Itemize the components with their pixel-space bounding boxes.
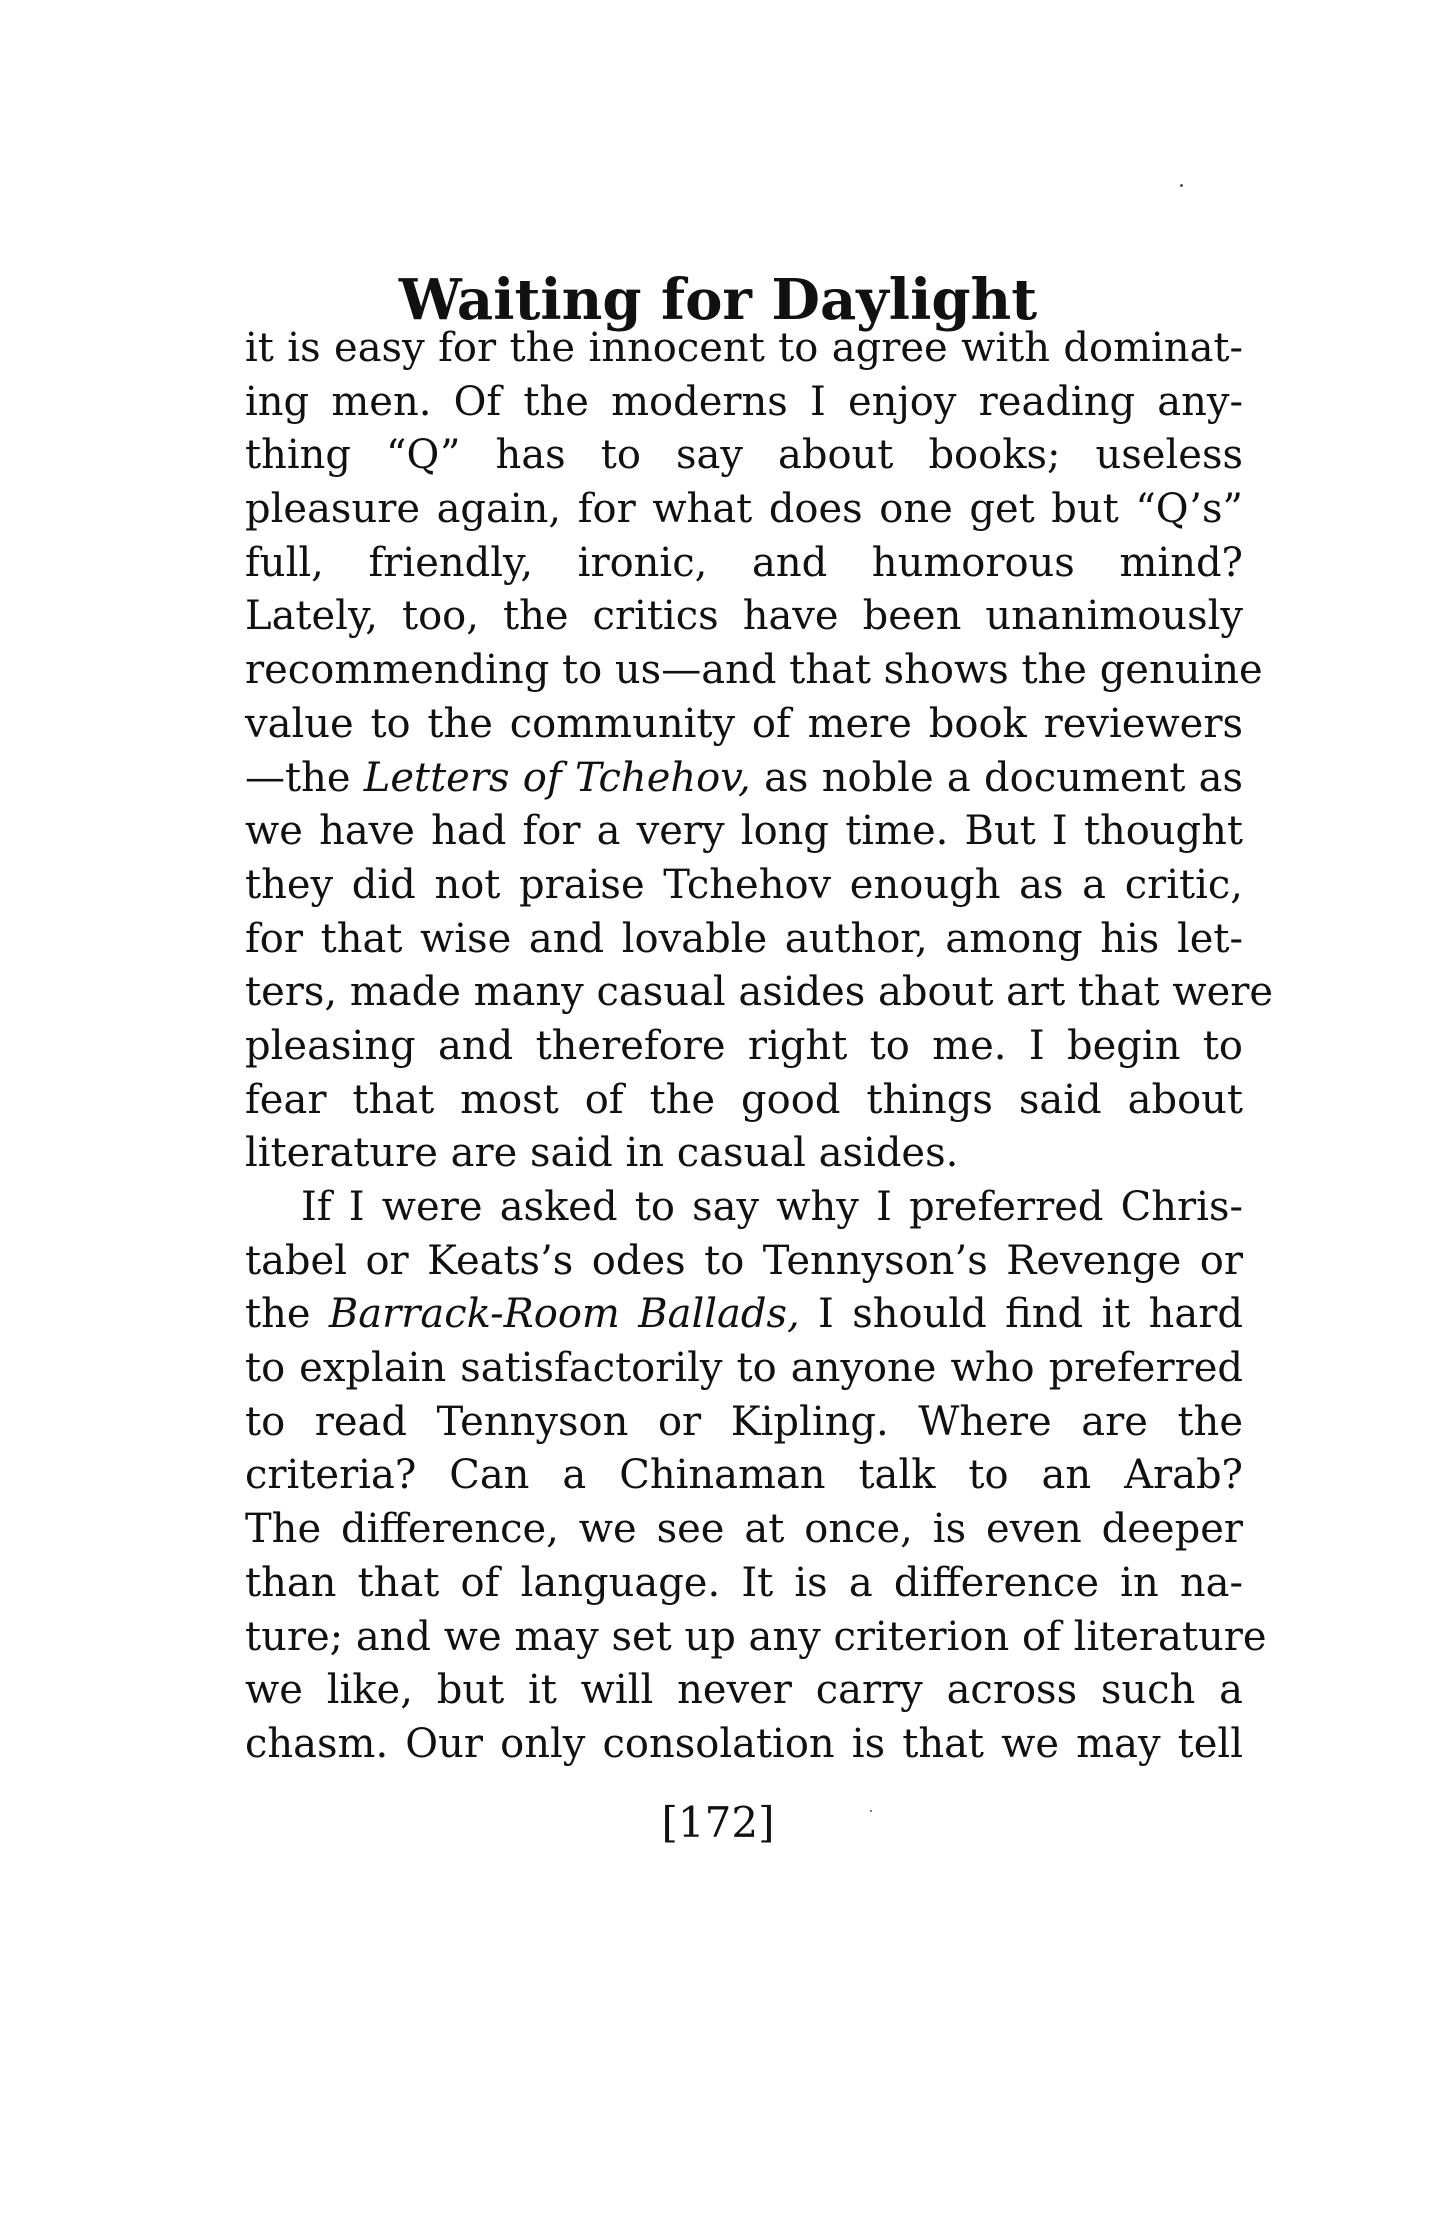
running-head: Waiting for Daylight (398, 267, 1038, 333)
body-text (245, 322, 1274, 1772)
text-line: full, friendly, ironic, and humorous mind? (245, 539, 1243, 586)
text-line: criteria? Can a Chinaman talk to an Arab? (245, 1452, 1243, 1499)
text-fragment: I should find it hard (799, 1291, 1243, 1338)
italic-title-letters-of-tchehov: Letters of Tchehov, (363, 754, 751, 801)
text-line: tabel or Keats’s odes to Tennyson’s Revenge or (245, 1237, 1243, 1284)
text-line: value to the community of mere book reviewers (245, 700, 1243, 747)
text-line: ture; and we may set up any criterion of literature (245, 1613, 1267, 1660)
text-line: ing men. Of the moderns I enjoy reading any- (245, 378, 1243, 425)
text-line: If I were asked to say why I preferred Chris- (301, 1184, 1243, 1230)
text-line: literature are said in casual asides. (245, 1130, 959, 1177)
text-line: recommending to us—and that shows the genuine (245, 647, 1263, 694)
text-line: to read Tennyson or Kipling. Where are the (245, 1398, 1243, 1445)
text-line: it is easy for the innocent to agree with dominat- (245, 325, 1243, 371)
text-line: fear that most of the good things said about (245, 1076, 1243, 1123)
text-line: thing “Q” has to say about books; useless (245, 432, 1243, 479)
text-line: ters, made many casual asides about art that were (245, 969, 1274, 1016)
text-fragment: the (245, 1291, 329, 1338)
text-fragment: —the (245, 754, 364, 801)
text-line (245, 1288, 1243, 1342)
text-line: Lately, too, the critics have been unanimously (245, 593, 1243, 640)
text-line: they did not praise Tchehov enough as a critic, (245, 861, 1243, 908)
text-fragment: as noble a document as (750, 754, 1243, 801)
text-line: we have had for a very long time. But I thought (245, 808, 1243, 855)
text-line: chasm. Our only consolation is that we may tell (245, 1720, 1243, 1767)
page-number: [172] (661, 1798, 775, 1847)
text-line (245, 752, 1243, 806)
text-line: to explain satisfactorily to anyone who preferred (245, 1345, 1243, 1392)
text-line: pleasing and therefore right to me. I begin to (245, 1022, 1243, 1069)
text-line: pleasure again, for what does one get but “Q’s” (245, 486, 1243, 533)
text-line: The difference, we see at once, is even deeper (245, 1506, 1243, 1553)
text-line: for that wise and lovable author, among his let- (245, 915, 1243, 962)
text-line: than that of language. It is a difference in na- (245, 1559, 1243, 1606)
paper-speck (870, 1810, 872, 1812)
italic-title-barrack-room-ballads: Barrack-Room Ballads, (328, 1291, 800, 1338)
paper-speck (1180, 184, 1183, 187)
text-line: we like, but it will never carry across such a (245, 1667, 1243, 1714)
